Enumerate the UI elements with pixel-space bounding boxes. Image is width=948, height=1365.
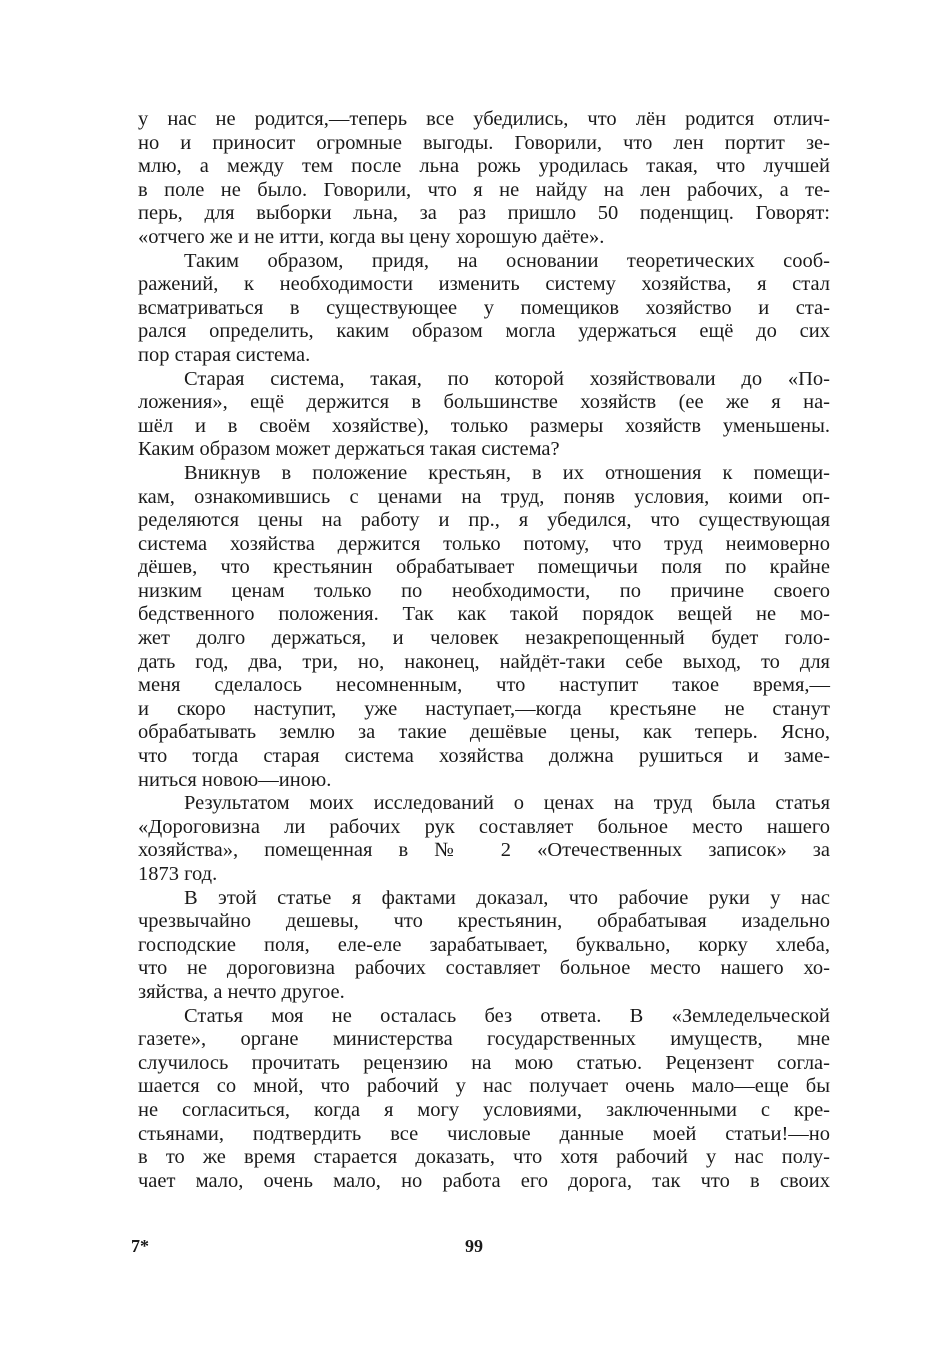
text-line: в поле не было. Говорили, что я не найду на лен рабочих, а те- — [138, 178, 830, 201]
paragraph — [138, 462, 830, 792]
text-line: Старая система, такая, по которой хозяйствовали до «По- — [184, 367, 830, 390]
text-line: зяйства, а нечто другое. — [138, 980, 345, 1003]
text-line: всматриваться в существующее у помещиков хозяйство и ста- — [138, 296, 830, 319]
paragraph — [138, 250, 830, 368]
text-line: господские поля, еле-еле зарабатывает, буквально, корку хлеба, — [138, 933, 830, 956]
text-line: бедственного положения. Так как такой порядок вещей не мо- — [138, 603, 830, 626]
text-line: стьянами, подтвердить все числовые данные моей статьи!—но — [138, 1122, 830, 1145]
paragraph — [138, 1005, 830, 1194]
text-line: Таким образом, придя, на основании теоретических сооб- — [184, 249, 830, 272]
text-line: ределяются цены на работу и пр., я убедился, что существующая — [138, 509, 830, 532]
text-line: рался определить, каким образом могла удержаться ещё до сих — [138, 320, 830, 343]
text-line: меня сделалось несомненным, что наступит такое время,— — [138, 674, 830, 697]
paragraph — [138, 108, 830, 250]
text-line: низким ценам только по необходимости, по причине своего — [138, 579, 830, 602]
text-line: млю, а между тем после льна рожь уродилась такая, что лучшей — [138, 155, 830, 178]
text-line: В этой статье я фактами доказал, что рабочие руки у нас — [184, 886, 830, 909]
text-line: у нас не родится,—теперь все убедились, что лён родится отлич- — [138, 108, 830, 130]
text-line: жет долго держаться, и человек незакрепощенный будет голо- — [138, 627, 830, 650]
text-line: но и приносит огромные выгоды. Говорили, что лен портит зе- — [138, 131, 830, 154]
text-line: что тогда старая система хозяйства должна рушиться и заме- — [138, 745, 830, 768]
page-number: 99 — [465, 1236, 483, 1256]
text-line: не согласиться, когда я могу условиями, заключенными с кре- — [138, 1098, 830, 1121]
text-line: дёшев, что крестьянин обрабатывает помещичьи поля по крайне — [138, 556, 830, 579]
page-footer — [0, 1236, 948, 1262]
text-line: что не дороговизна рабочих составляет больное место нашего хо- — [138, 957, 830, 980]
paragraph — [138, 368, 830, 462]
paragraph — [138, 792, 830, 886]
text-line: дать год, два, три, но, наконец, найдёт-таки себе выход, то для — [138, 650, 830, 673]
text-line: шается со мной, что рабочий у нас получает очень мало—еще бы — [138, 1075, 830, 1098]
text-line: чрезвычайно дешевы, что крестьянин, обрабатывая изадельно — [138, 910, 830, 933]
text-line: система хозяйства держится только потому, что труд неимоверно — [138, 532, 830, 555]
text-line: Статья моя не осталась без ответа. В «Земледельческой — [184, 1004, 830, 1027]
text-line: перь, для выборки льна, за раз пришло 50 поденщиц. Говорят: — [138, 202, 830, 225]
paragraph — [138, 887, 830, 1005]
text-line: чает мало, очень мало, но работа его дорога, так что в своих — [138, 1169, 830, 1192]
text-line: в то же время старается доказать, что хотя рабочий у нас полу- — [138, 1146, 830, 1169]
text-line: случилось прочитать рецензию на мою статью. Рецензент согла- — [138, 1051, 830, 1074]
printer-signature-mark: 7* — [131, 1236, 149, 1256]
text-line: «Дороговизна ли рабочих рук составляет больное место нашего — [138, 815, 830, 838]
text-line: пор старая система. — [138, 343, 311, 366]
text-line: 1873 год. — [138, 863, 218, 885]
text-column — [138, 108, 830, 1193]
text-line: ражений, к необходимости изменить систему хозяйства, я стал — [138, 273, 830, 296]
text-line: обрабатывать землю за такие дешёвые цены, как теперь. Ясно, — [138, 721, 830, 744]
text-line: и скоро наступит, уже наступает,—когда крестьяне не станут — [138, 697, 830, 720]
text-line: Вникнув в положение крестьян, в их отношения к помещи- — [184, 461, 830, 484]
text-line: Каким образом может держаться такая система? — [138, 438, 560, 461]
text-line: шёл и в своём хозяйстве), только размеры хозяйств уменьшены. — [138, 414, 830, 437]
text-line: газете», органе министерства государственных имуществ, мне — [138, 1028, 830, 1051]
text-line: Результатом моих исследований о ценах на труд была статья — [184, 792, 830, 815]
text-line: ложения», ещё держится в большинстве хозяйств (ее же я на- — [138, 391, 830, 414]
text-line: ниться новою—иною. — [138, 768, 332, 791]
text-line: хозяйства», помещенная в № 2 «Отечественных записок» за — [138, 839, 830, 862]
text-line: кам, ознакомившись с ценами на труд, поняв условия, коими оп- — [138, 485, 830, 508]
text-line: «отчего же и не итти, когда вы цену хорошую даёте». — [138, 225, 605, 248]
